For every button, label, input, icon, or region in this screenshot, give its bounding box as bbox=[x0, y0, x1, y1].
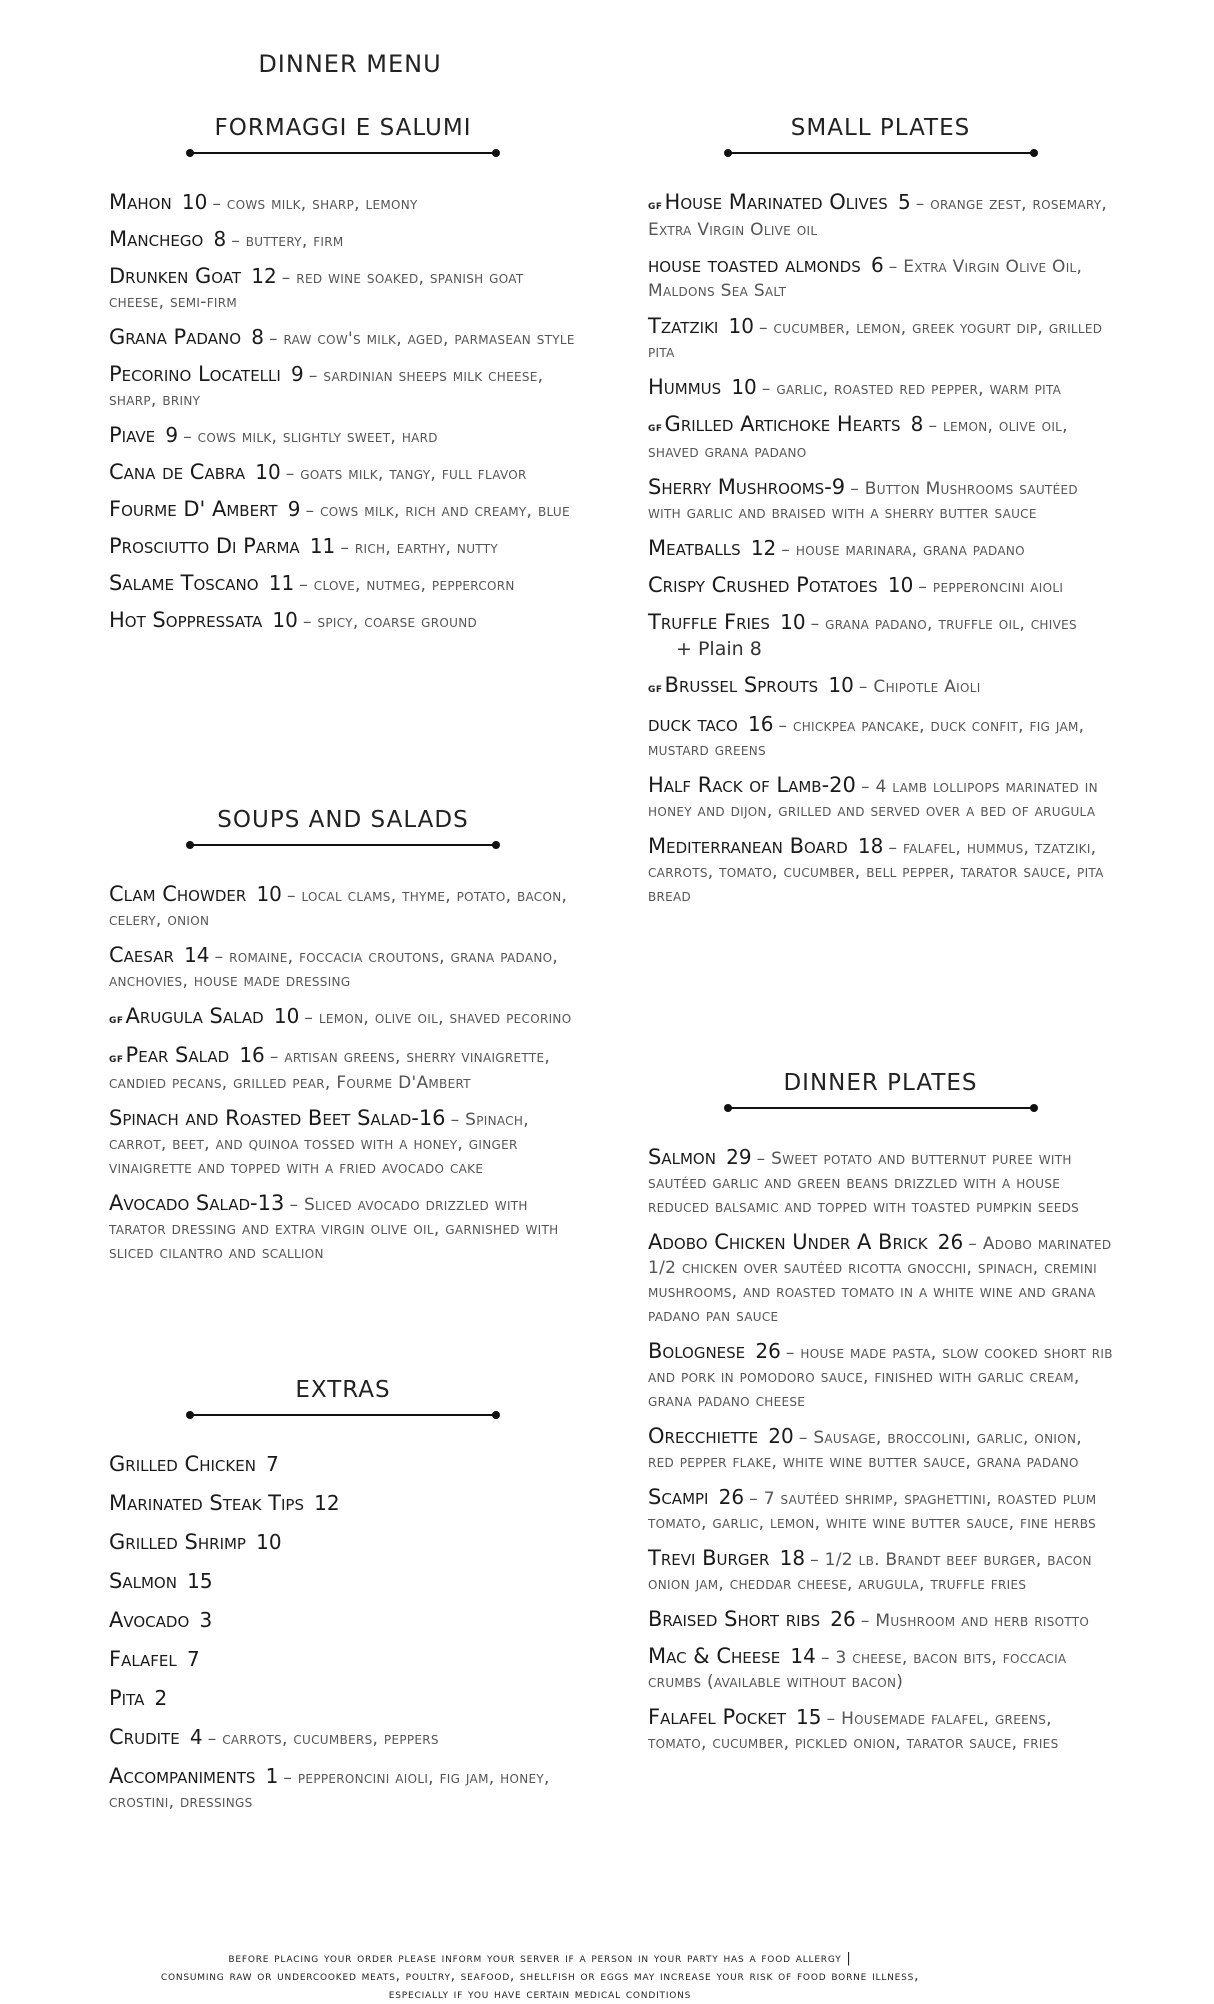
menu-item bbox=[109, 1686, 577, 1712]
section-title: SMALL PLATES bbox=[790, 115, 971, 141]
item-name: Grana Padano bbox=[109, 325, 242, 349]
item-name: Pita bbox=[109, 1686, 145, 1710]
menu-item bbox=[109, 882, 577, 932]
item-name: Hummus bbox=[648, 375, 722, 399]
menu-item bbox=[109, 460, 577, 486]
item-list bbox=[648, 1145, 1113, 1755]
item-price: 26 bbox=[755, 1339, 781, 1363]
menu-item bbox=[109, 1043, 577, 1095]
item-name: Half Rack of Lamb-20 bbox=[648, 773, 856, 797]
item-description: – romaine, foccacia croutons, grana padano, anchovies, house made dressing bbox=[109, 947, 559, 991]
item-description: – 3 cheese, bacon bits, foccacia crumbs (available without bacon) bbox=[648, 1648, 1067, 1692]
item-description: – cows milk, rich and creamy, blue bbox=[305, 501, 570, 521]
menu-item bbox=[109, 1725, 577, 1751]
item-description: – Mushroom and herb risotto bbox=[860, 1611, 1090, 1631]
item-description: – orange zest, rosemary, Extra Virgin Olive oil bbox=[648, 194, 1108, 240]
item-name: Meatballs bbox=[648, 536, 741, 560]
item-description: – cucumber, lemon, greek yogurt dip, grilled pita bbox=[648, 318, 1103, 362]
section-dinner-plates bbox=[648, 1069, 1113, 1766]
menu-item bbox=[648, 412, 1113, 464]
item-description: – Chipotle Aioli bbox=[858, 677, 981, 697]
menu-item bbox=[648, 475, 1113, 525]
menu-title: DINNER MENU bbox=[258, 50, 442, 78]
item-name: Grilled Artichoke Hearts bbox=[664, 412, 901, 436]
item-price: 11 bbox=[309, 534, 336, 558]
item-price: 4 bbox=[189, 1725, 203, 1749]
menu-item bbox=[109, 325, 577, 351]
menu-item bbox=[648, 1145, 1113, 1219]
item-description: – spicy, coarse ground bbox=[302, 612, 478, 632]
menu-item bbox=[109, 608, 577, 634]
item-name: Pear Salad bbox=[125, 1043, 230, 1067]
menu-item bbox=[648, 712, 1113, 762]
item-description: – carrots, cucumbers, peppers bbox=[207, 1729, 439, 1749]
item-price: 16 bbox=[239, 1043, 265, 1067]
item-name: Prosciutto Di Parma bbox=[109, 534, 300, 558]
item-price: 11 bbox=[268, 571, 295, 595]
item-price: 9 bbox=[291, 362, 304, 386]
menu-item bbox=[109, 1106, 577, 1180]
menu-item bbox=[648, 375, 1113, 401]
item-name: Grilled Chicken bbox=[109, 1452, 256, 1476]
allergy-notice-line: consuming raw or undercooked meats, poultry, seafood, shellfish or eggs may increase your risk of food borne illness, bbox=[160, 1969, 920, 1984]
gluten-free-tag: gf bbox=[648, 198, 663, 213]
item-description: – lemon, olive oil, shaved grana padano bbox=[648, 416, 1068, 462]
item-description: – pepperoncini aioli, fig jam, honey, crostini, dressings bbox=[109, 1768, 550, 1812]
item-price: 10 bbox=[273, 1004, 300, 1028]
item-price: 10 bbox=[731, 375, 757, 399]
item-name: Brussel Sprouts bbox=[664, 673, 819, 697]
menu-item bbox=[109, 1569, 577, 1595]
item-name: Drunken Goat bbox=[109, 264, 242, 288]
menu-item bbox=[648, 1546, 1113, 1596]
item-name: Spinach and Roasted Beet Salad-16 bbox=[109, 1106, 446, 1130]
section-header bbox=[109, 806, 577, 846]
section-small-plates bbox=[648, 114, 1113, 919]
item-description: – Sliced avocado drizzled with tarator dressing and extra virgin olive oil, garnished with sliced cilantro and scallion bbox=[109, 1195, 559, 1263]
menu-item bbox=[648, 1705, 1113, 1755]
item-name: Mahon bbox=[109, 190, 172, 214]
menu-item bbox=[648, 573, 1113, 599]
item-name: Crudite bbox=[109, 1725, 180, 1749]
item-price: 1 bbox=[265, 1764, 279, 1788]
item-list bbox=[109, 190, 577, 634]
item-name: Mediterranean Board bbox=[648, 834, 848, 858]
item-price: 26 bbox=[937, 1230, 964, 1254]
item-price: 10 bbox=[828, 673, 854, 697]
item-description: – grana padano, truffle oil, chives bbox=[810, 614, 1077, 634]
item-description: – 1/2 lb. Brandt beef burger, bacon onion jam, cheddar cheese, arugula, truffle fries bbox=[648, 1550, 1092, 1594]
section-header bbox=[109, 1376, 577, 1416]
item-name: Scampi bbox=[648, 1485, 709, 1509]
section-formaggi bbox=[109, 114, 577, 645]
item-description: – cows milk, slightly sweet, hard bbox=[183, 427, 438, 447]
item-name: Fourme D' Ambert bbox=[109, 497, 278, 521]
item-price: 9 bbox=[165, 423, 179, 447]
section-divider bbox=[727, 1107, 1035, 1109]
item-description: – raw cow's milk, aged, parmasean style bbox=[269, 329, 575, 349]
item-price: 12 bbox=[750, 536, 777, 560]
menu-item bbox=[648, 1339, 1113, 1413]
item-price: 15 bbox=[796, 1705, 822, 1729]
item-name: Tzatziki bbox=[648, 314, 719, 338]
item-description: – house marinara, grana padano bbox=[781, 540, 1025, 560]
item-price: 29 bbox=[726, 1145, 752, 1169]
item-description: – artisan greens, sherry vinaigrette, candied pecans, grilled pear, Fourme D'Ambert bbox=[109, 1047, 551, 1093]
item-name: Braised Short ribs bbox=[648, 1607, 821, 1631]
item-description: – 4 lamb lollipops marinated in honey and dijon, grilled and served over a bed of arugula bbox=[648, 777, 1098, 821]
item-list bbox=[648, 190, 1113, 908]
item-price: 14 bbox=[184, 943, 210, 967]
section-divider bbox=[727, 152, 1035, 154]
menu-item bbox=[109, 1764, 577, 1814]
item-name: Cana de Cabra bbox=[109, 460, 246, 484]
item-description: – Sweet potato and butternut puree with sautéed garlic and green beans drizzled with a house reduced balsamic and topped with toasted pumpkin seeds bbox=[648, 1149, 1080, 1217]
menu-item bbox=[109, 190, 577, 216]
item-name: Grilled Shrimp bbox=[109, 1530, 246, 1554]
item-price: 15 bbox=[187, 1569, 213, 1593]
item-price: 6 bbox=[870, 253, 884, 277]
menu-item bbox=[648, 773, 1113, 823]
item-description: – local clams, thyme, potato, bacon, celery, onion bbox=[109, 886, 568, 930]
item-name: Mac & Cheese bbox=[648, 1644, 781, 1668]
gluten-free-tag: gf bbox=[648, 420, 663, 435]
item-price: 5 bbox=[897, 190, 911, 214]
allergy-notice bbox=[90, 1950, 990, 2004]
gluten-free-tag: gf bbox=[109, 1012, 124, 1027]
item-description: – sardinian sheeps milk cheese, sharp, briny bbox=[109, 366, 544, 410]
menu-item bbox=[109, 1452, 577, 1478]
item-price: 12 bbox=[314, 1491, 340, 1515]
menu-item bbox=[109, 1191, 577, 1265]
item-description: – house made pasta, slow cooked short rib and pork in pomodoro sauce, finished with garlic cream, grana padano cheese bbox=[648, 1343, 1113, 1411]
item-name: Marinated Steak Tips bbox=[109, 1491, 304, 1515]
item-price: 9 bbox=[287, 497, 301, 521]
menu-item bbox=[109, 1647, 577, 1673]
item-name: House Marinated Olives bbox=[664, 190, 888, 214]
item-price: 3 bbox=[199, 1608, 213, 1632]
item-name: Accompaniments bbox=[109, 1764, 256, 1788]
item-name: Adobo Chicken Under A Brick bbox=[648, 1230, 928, 1254]
item-description: – red wine soaked, spanish goat cheese, semi-firm bbox=[109, 268, 524, 312]
item-description: – buttery, firm bbox=[231, 231, 344, 251]
item-name: Avocado bbox=[109, 1608, 190, 1632]
item-name: Pecorino Locatelli bbox=[109, 362, 281, 386]
menu-item bbox=[648, 1644, 1113, 1694]
item-price: 20 bbox=[768, 1424, 794, 1448]
section-title: EXTRAS bbox=[295, 1377, 391, 1403]
item-price: 8 bbox=[910, 412, 924, 436]
item-price: 26 bbox=[830, 1607, 856, 1631]
item-description: – Spinach, carrot, beet, and quinoa tossed with a honey, ginger vinaigrette and topped with a fried avocado cake bbox=[109, 1110, 529, 1178]
allergy-notice-line: before placing your order please inform your server if a person in your party has a food allergy | bbox=[228, 1951, 852, 1966]
section-header bbox=[648, 114, 1113, 154]
item-description: – cows milk, sharp, lemony bbox=[212, 194, 418, 214]
item-price: 10 bbox=[728, 314, 754, 338]
item-price: 12 bbox=[251, 264, 277, 288]
item-name: Arugula Salad bbox=[125, 1004, 264, 1028]
item-description: – falafel, hummus, tzatziki, carrots, tomato, cucumber, bell pepper, tarator sauce, pita bread bbox=[648, 838, 1104, 906]
item-price: 10 bbox=[780, 610, 806, 634]
menu-item bbox=[109, 423, 577, 449]
menu-item bbox=[648, 536, 1113, 562]
menu-item bbox=[648, 1424, 1113, 1474]
gluten-free-tag: gf bbox=[648, 681, 663, 696]
menu-item bbox=[109, 1530, 577, 1556]
section-header bbox=[648, 1069, 1113, 1109]
item-price: 8 bbox=[251, 325, 264, 349]
item-name: Sherry Mushrooms-9 bbox=[648, 475, 846, 499]
item-name: Truffle Fries bbox=[648, 610, 770, 634]
section-header bbox=[109, 114, 577, 154]
item-name: house toasted almonds bbox=[648, 253, 861, 277]
item-name: Manchego bbox=[109, 227, 204, 251]
section-title: FORMAGGI E SALUMI bbox=[214, 115, 472, 141]
item-name: Avocado Salad-13 bbox=[109, 1191, 285, 1215]
item-description: – chickpea pancake, duck confit, fig jam, mustard greens bbox=[648, 716, 1085, 760]
item-description: – Sausage, broccolini, garlic, onion, red pepper flake, white wine butter sauce, grana padano bbox=[648, 1428, 1082, 1472]
item-description: – pepperoncini aioli bbox=[918, 577, 1064, 597]
item-price: 16 bbox=[747, 712, 774, 736]
menu-item bbox=[109, 534, 577, 560]
menu-item bbox=[648, 673, 1113, 701]
item-description: – 7 sautéed shrimp, spaghettini, roasted plum tomato, garlic, lemon, white wine butter sauce, fine herbs bbox=[648, 1489, 1097, 1533]
item-price: 10 bbox=[256, 1530, 282, 1554]
item-description: – Adobo marinated 1/2 chicken over sautéed ricotta gnocchi, spinach, cremini mushrooms, and roasted tomato in a white wine and grana padano pan sauce bbox=[648, 1234, 1112, 1326]
item-description: – clove, nutmeg, peppercorn bbox=[299, 575, 515, 595]
item-price: 7 bbox=[186, 1647, 200, 1671]
menu-item bbox=[109, 1004, 577, 1032]
section-divider bbox=[189, 1414, 497, 1416]
menu-item bbox=[648, 834, 1113, 908]
item-price: 10 bbox=[181, 190, 208, 214]
item-description: – Housemade falafel, greens, tomato, cucumber, pickled onion, tarator sauce, fries bbox=[648, 1709, 1059, 1753]
item-name: Hot Soppressata bbox=[109, 608, 263, 632]
item-name: Salmon bbox=[109, 1569, 177, 1593]
menu-item bbox=[648, 610, 1113, 662]
item-price: 26 bbox=[718, 1485, 745, 1509]
item-option: + Plain 8 bbox=[676, 638, 762, 660]
item-price: 14 bbox=[790, 1644, 816, 1668]
item-name: duck taco bbox=[648, 712, 738, 736]
item-description: – goats milk, tangy, full flavor bbox=[285, 464, 527, 484]
item-name: Salmon bbox=[648, 1145, 716, 1169]
item-price: 18 bbox=[857, 834, 884, 858]
item-price: 10 bbox=[887, 573, 914, 597]
item-list bbox=[109, 882, 577, 1265]
menu-item bbox=[109, 264, 577, 314]
section-divider bbox=[189, 844, 497, 846]
item-price: 2 bbox=[154, 1686, 168, 1710]
section-title: SOUPS AND SALADS bbox=[217, 807, 469, 833]
item-name: Falafel bbox=[109, 1647, 177, 1671]
menu-item bbox=[648, 1607, 1113, 1633]
item-description: – rich, earthy, nutty bbox=[340, 538, 498, 558]
section-extras bbox=[109, 1376, 577, 1827]
menu-item bbox=[109, 362, 577, 412]
item-name: Piave bbox=[109, 423, 156, 447]
item-name: Falafel Pocket bbox=[648, 1705, 786, 1729]
section-divider bbox=[189, 152, 497, 154]
item-description: – Button Mushrooms sautéed with garlic and braised with a sherry butter sauce bbox=[648, 479, 1078, 523]
menu-item bbox=[109, 943, 577, 993]
item-name: Salame Toscano bbox=[109, 571, 259, 595]
item-name: Crispy Crushed Potatoes bbox=[648, 573, 878, 597]
allergy-notice-line: especially if you have certain medical conditions bbox=[388, 1987, 692, 2002]
gluten-free-tag: gf bbox=[109, 1051, 124, 1066]
item-price: 10 bbox=[272, 608, 298, 632]
menu-item bbox=[109, 227, 577, 253]
menu-item bbox=[648, 190, 1113, 242]
menu-item bbox=[648, 1230, 1113, 1328]
item-name: Clam Chowder bbox=[109, 882, 247, 906]
menu-item bbox=[109, 497, 577, 523]
item-name: Bolognese bbox=[648, 1339, 746, 1363]
item-price: 18 bbox=[779, 1546, 806, 1570]
section-soups-salads bbox=[109, 806, 577, 1276]
item-price: 10 bbox=[256, 882, 282, 906]
item-price: 10 bbox=[255, 460, 281, 484]
item-description: – lemon, olive oil, shaved pecorino bbox=[304, 1008, 572, 1028]
menu-item bbox=[648, 253, 1113, 303]
item-list bbox=[109, 1452, 577, 1814]
item-price: 7 bbox=[266, 1452, 279, 1476]
item-price: 8 bbox=[213, 227, 227, 251]
menu-item bbox=[648, 314, 1113, 364]
section-title: DINNER PLATES bbox=[783, 1070, 978, 1096]
menu-item bbox=[109, 571, 577, 597]
item-description: – Extra Virgin Olive Oil, Maldons Sea Salt bbox=[648, 257, 1083, 301]
menu-item bbox=[109, 1491, 577, 1517]
item-name: Trevi Burger bbox=[648, 1546, 770, 1570]
menu-item bbox=[648, 1485, 1113, 1535]
item-description: – garlic, roasted red pepper, warm pita bbox=[761, 379, 1062, 399]
item-name: Orecchiette bbox=[648, 1424, 759, 1448]
item-name: Caesar bbox=[109, 943, 174, 967]
menu-item bbox=[109, 1608, 577, 1634]
